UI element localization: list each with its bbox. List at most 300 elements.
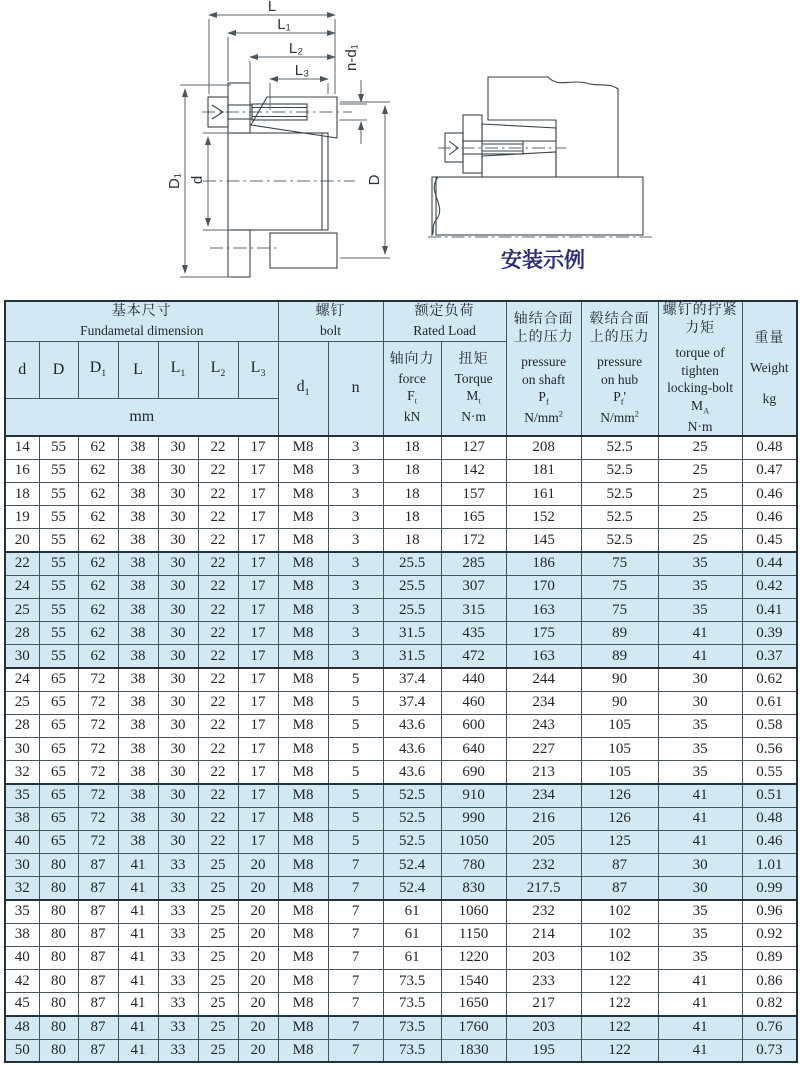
cell-D: 65 <box>39 738 78 761</box>
cell-L: 41 <box>118 900 158 923</box>
cell-kg: 0.58 <box>742 714 797 737</box>
cell-Mt: 990 <box>441 807 506 830</box>
cell-Ft: 52.5 <box>383 807 441 830</box>
cell-Mt: 1220 <box>441 946 506 969</box>
cell-Mt: 910 <box>441 784 506 807</box>
cell-D1: 87 <box>78 1016 118 1039</box>
header-rated-load: 额定负荷 Rated Load <box>383 301 506 341</box>
cell-Pf: 181 <box>506 459 581 482</box>
table-row <box>5 738 797 761</box>
cell-Ft: 18 <box>383 529 441 552</box>
cell-kg: 0.46 <box>742 830 797 853</box>
header-basic-dimension: 基本尺寸 Fundametal dimension <box>5 301 278 341</box>
cell-L2: 25 <box>198 946 238 969</box>
cell-MA: 41 <box>658 784 742 807</box>
cell-d: 50 <box>5 1039 39 1062</box>
lower-cone-section <box>270 233 337 268</box>
cell-Pf: 244 <box>506 668 581 691</box>
cell-d1: M8 <box>278 483 328 506</box>
cell-MA: 30 <box>658 877 742 900</box>
cell-Ft: 43.6 <box>383 714 441 737</box>
header-bolt: 螺钉 bolt <box>278 301 383 341</box>
cell-D1: 72 <box>78 738 118 761</box>
cell-D: 80 <box>39 993 78 1016</box>
technical-drawings <box>0 0 800 300</box>
cell-d1: M8 <box>278 738 328 761</box>
cell-kg: 0.96 <box>742 900 797 923</box>
header-tightening-torque: 螺钉的拧紧 力矩 torque of tighten locking-bolt $M_A$ N·m <box>658 301 742 436</box>
cell-d: 28 <box>5 622 39 645</box>
cell-L2: 25 <box>198 900 238 923</box>
cell-Pf: 214 <box>506 923 581 946</box>
cell-L1: 30 <box>158 575 198 598</box>
cell-D: 65 <box>39 830 78 853</box>
cell-L1: 30 <box>158 529 198 552</box>
cell-MA: 41 <box>658 1039 742 1062</box>
cell-n: 7 <box>328 1039 383 1062</box>
cell-L3: 17 <box>238 459 278 482</box>
cell-Ft: 43.6 <box>383 738 441 761</box>
cell-d: 16 <box>5 459 39 482</box>
cell-d: 38 <box>5 807 39 830</box>
col-head-n: n <box>328 341 383 436</box>
cell-L1: 30 <box>158 483 198 506</box>
cell-n: 7 <box>328 1016 383 1039</box>
cell-Ft: 52.4 <box>383 877 441 900</box>
cell-n: 7 <box>328 923 383 946</box>
cell-L2: 22 <box>198 761 238 784</box>
cell-L: 41 <box>118 877 158 900</box>
cell-L3: 20 <box>238 969 278 992</box>
cell-L2: 25 <box>198 1016 238 1039</box>
cell-L1: 30 <box>158 459 198 482</box>
cell-Pf2: 105 <box>581 761 658 784</box>
cell-kg: 0.56 <box>742 738 797 761</box>
cell-Pf: 163 <box>506 645 581 668</box>
bolt-shank <box>463 141 523 154</box>
dim-label-L2: L₂ <box>288 40 304 57</box>
bolt-head <box>445 133 463 162</box>
cell-L1: 30 <box>158 436 198 459</box>
cell-L2: 22 <box>198 714 238 737</box>
dim-label-L1: L₁ <box>277 16 291 33</box>
cell-L2: 22 <box>198 784 238 807</box>
table-row <box>5 483 797 506</box>
cell-Pf: 217.5 <box>506 877 581 900</box>
table-row <box>5 946 797 969</box>
col-head-L1: $L_1$ <box>158 341 198 398</box>
cell-d: 18 <box>5 483 39 506</box>
cell-Pf2: 52.5 <box>581 459 658 482</box>
table-row <box>5 714 797 737</box>
cell-MA: 35 <box>658 714 742 737</box>
cell-Pf: 163 <box>506 598 581 621</box>
lower-flange-section <box>228 230 250 277</box>
cell-MA: 41 <box>658 1016 742 1039</box>
cell-d1: M8 <box>278 691 328 714</box>
cell-L: 41 <box>118 1016 158 1039</box>
cell-n: 3 <box>328 622 383 645</box>
table-row <box>5 506 797 529</box>
cell-Mt: 600 <box>441 714 506 737</box>
dim-label-d: d <box>189 175 206 185</box>
cell-L3: 17 <box>238 529 278 552</box>
cell-L1: 30 <box>158 622 198 645</box>
cell-L2: 25 <box>198 969 238 992</box>
cell-Mt: 1050 <box>441 830 506 853</box>
cell-L3: 17 <box>238 645 278 668</box>
cell-L: 38 <box>118 483 158 506</box>
cell-MA: 30 <box>658 691 742 714</box>
hub-section <box>488 77 618 177</box>
cell-D: 55 <box>39 459 78 482</box>
dim-label-D: D <box>366 174 383 186</box>
cell-MA: 35 <box>658 738 742 761</box>
cell-MA: 25 <box>658 459 742 482</box>
cell-d1: M8 <box>278 830 328 853</box>
shaft <box>436 177 643 235</box>
cell-Mt: 1540 <box>441 969 506 992</box>
cell-Pf2: 125 <box>581 830 658 853</box>
cell-L2: 25 <box>198 877 238 900</box>
cell-d: 35 <box>5 900 39 923</box>
cell-L: 41 <box>118 969 158 992</box>
cell-L3: 20 <box>238 923 278 946</box>
cell-kg: 0.61 <box>742 691 797 714</box>
cell-n: 3 <box>328 598 383 621</box>
cell-d1: M8 <box>278 877 328 900</box>
table-row <box>5 830 797 853</box>
table-row <box>5 1016 797 1039</box>
cell-d1: M8 <box>278 668 328 691</box>
cell-Pf2: 87 <box>581 877 658 900</box>
inner-sleeve-bore <box>228 133 328 230</box>
cell-Mt: 1650 <box>441 993 506 1016</box>
cell-L3: 17 <box>238 784 278 807</box>
cell-Pf: 213 <box>506 761 581 784</box>
cell-Mt: 172 <box>441 529 506 552</box>
cell-n: 7 <box>328 900 383 923</box>
cell-Ft: 25.5 <box>383 552 441 575</box>
cell-d1: M8 <box>278 529 328 552</box>
cell-D: 80 <box>39 969 78 992</box>
cell-Pf2: 126 <box>581 807 658 830</box>
cell-L1: 33 <box>158 1016 198 1039</box>
cell-n: 5 <box>328 830 383 853</box>
cell-D: 80 <box>39 877 78 900</box>
cell-D: 65 <box>39 784 78 807</box>
cell-D: 55 <box>39 506 78 529</box>
cell-Mt: 472 <box>441 645 506 668</box>
cell-kg: 0.44 <box>742 552 797 575</box>
cell-kg: 0.41 <box>742 598 797 621</box>
table-row <box>5 622 797 645</box>
cell-L1: 30 <box>158 598 198 621</box>
cell-Pf: 232 <box>506 900 581 923</box>
cell-d: 40 <box>5 946 39 969</box>
cell-MA: 30 <box>658 854 742 877</box>
cell-D1: 62 <box>78 645 118 668</box>
cell-d1: M8 <box>278 459 328 482</box>
cell-Mt: 1760 <box>441 1016 506 1039</box>
cell-Mt: 127 <box>441 436 506 459</box>
cell-d: 24 <box>5 668 39 691</box>
cell-L3: 17 <box>238 483 278 506</box>
cell-L1: 30 <box>158 807 198 830</box>
cell-L3: 20 <box>238 993 278 1016</box>
cell-d: 30 <box>5 738 39 761</box>
cell-Ft: 25.5 <box>383 598 441 621</box>
cell-Pf: 152 <box>506 506 581 529</box>
col-head-d1: $d_1$ <box>278 341 328 436</box>
table-row <box>5 598 797 621</box>
cell-D1: 87 <box>78 993 118 1016</box>
cell-kg: 0.51 <box>742 784 797 807</box>
cell-D1: 72 <box>78 714 118 737</box>
dim-label-L3: L₃ <box>294 62 310 79</box>
cell-D1: 62 <box>78 622 118 645</box>
cell-d: 28 <box>5 714 39 737</box>
cell-L: 38 <box>118 738 158 761</box>
cell-Mt: 285 <box>441 552 506 575</box>
cell-n: 3 <box>328 483 383 506</box>
cell-n: 5 <box>328 761 383 784</box>
cell-kg: 0.73 <box>742 1039 797 1062</box>
cell-d1: M8 <box>278 622 328 645</box>
cell-L: 41 <box>118 923 158 946</box>
cell-L2: 25 <box>198 854 238 877</box>
cell-Ft: 31.5 <box>383 645 441 668</box>
cell-kg: 0.37 <box>742 645 797 668</box>
cell-kg: 0.76 <box>742 1016 797 1039</box>
cell-Pf: 186 <box>506 552 581 575</box>
cell-L1: 30 <box>158 784 198 807</box>
cell-L: 38 <box>118 830 158 853</box>
col-head-L3: $L_3$ <box>238 341 278 398</box>
header-unit-mm: mm <box>5 398 278 436</box>
table-row <box>5 436 797 459</box>
cell-Pf2: 122 <box>581 993 658 1016</box>
cell-L2: 25 <box>198 993 238 1016</box>
cell-Ft: 73.5 <box>383 1016 441 1039</box>
cell-n: 7 <box>328 993 383 1016</box>
cell-Mt: 440 <box>441 668 506 691</box>
cell-Pf2: 122 <box>581 1016 658 1039</box>
cell-Ft: 31.5 <box>383 622 441 645</box>
table-row <box>5 529 797 552</box>
cell-Ft: 73.5 <box>383 969 441 992</box>
cell-Pf: 203 <box>506 1016 581 1039</box>
cell-D1: 62 <box>78 506 118 529</box>
cell-d1: M8 <box>278 1016 328 1039</box>
cell-D1: 62 <box>78 483 118 506</box>
table-row <box>5 459 797 482</box>
cell-Pf2: 52.5 <box>581 529 658 552</box>
cell-L3: 17 <box>238 622 278 645</box>
cell-Pf: 203 <box>506 946 581 969</box>
cell-n: 3 <box>328 436 383 459</box>
cell-L3: 17 <box>238 738 278 761</box>
cell-L2: 22 <box>198 622 238 645</box>
cell-d: 30 <box>5 854 39 877</box>
cell-d1: M8 <box>278 506 328 529</box>
cell-d: 24 <box>5 575 39 598</box>
outer-cone-section <box>251 97 337 138</box>
lower-ring-section <box>482 152 556 177</box>
cell-Pf: 243 <box>506 714 581 737</box>
cell-Ft: 37.4 <box>383 668 441 691</box>
cell-L3: 17 <box>238 598 278 621</box>
cell-MA: 35 <box>658 923 742 946</box>
dim-label-L: L <box>267 0 277 15</box>
cell-MA: 41 <box>658 645 742 668</box>
cell-Pf2: 52.5 <box>581 483 658 506</box>
cell-L3: 17 <box>238 552 278 575</box>
cell-L1: 33 <box>158 946 198 969</box>
cell-n: 3 <box>328 506 383 529</box>
cell-D: 65 <box>39 668 78 691</box>
cell-D: 80 <box>39 1039 78 1062</box>
cell-Ft: 18 <box>383 436 441 459</box>
cell-MA: 41 <box>658 969 742 992</box>
cell-L1: 30 <box>158 645 198 668</box>
cell-MA: 41 <box>658 830 742 853</box>
cell-Ft: 61 <box>383 946 441 969</box>
cell-Mt: 142 <box>441 459 506 482</box>
cell-D1: 72 <box>78 830 118 853</box>
cell-D: 55 <box>39 552 78 575</box>
cell-kg: 0.55 <box>742 761 797 784</box>
cell-D: 65 <box>39 691 78 714</box>
cell-d1: M8 <box>278 784 328 807</box>
table-row <box>5 575 797 598</box>
cell-Ft: 52.5 <box>383 784 441 807</box>
cell-Pf2: 75 <box>581 598 658 621</box>
cell-Pf: 234 <box>506 691 581 714</box>
cell-L: 38 <box>118 784 158 807</box>
cell-Pf2: 90 <box>581 691 658 714</box>
cell-L: 38 <box>118 807 158 830</box>
cell-d1: M8 <box>278 969 328 992</box>
cell-L: 38 <box>118 506 158 529</box>
cell-L2: 22 <box>198 598 238 621</box>
cell-MA: 41 <box>658 993 742 1016</box>
cell-kg: 0.46 <box>742 506 797 529</box>
cell-kg: 0.89 <box>742 946 797 969</box>
cell-MA: 35 <box>658 552 742 575</box>
cell-Mt: 1150 <box>441 923 506 946</box>
cell-L: 41 <box>118 854 158 877</box>
cell-D1: 62 <box>78 459 118 482</box>
cell-L1: 33 <box>158 877 198 900</box>
cell-L: 38 <box>118 645 158 668</box>
cell-L: 38 <box>118 529 158 552</box>
cell-L1: 30 <box>158 830 198 853</box>
table-header <box>5 301 797 436</box>
cell-n: 5 <box>328 668 383 691</box>
cell-L1: 33 <box>158 923 198 946</box>
cell-d1: M8 <box>278 923 328 946</box>
cell-D1: 87 <box>78 946 118 969</box>
col-head-D1: $D_1$ <box>78 341 118 398</box>
cell-kg: 0.45 <box>742 529 797 552</box>
cell-D1: 87 <box>78 1039 118 1062</box>
cell-Mt: 435 <box>441 622 506 645</box>
cell-L1: 30 <box>158 714 198 737</box>
cell-Pf: 170 <box>506 575 581 598</box>
cell-L1: 33 <box>158 993 198 1016</box>
cell-d1: M8 <box>278 645 328 668</box>
cell-L: 38 <box>118 575 158 598</box>
col-head-d: d <box>5 341 39 398</box>
cell-Pf2: 87 <box>581 854 658 877</box>
cell-D1: 87 <box>78 877 118 900</box>
cell-L2: 22 <box>198 807 238 830</box>
header-weight: 重量 Weight kg <box>742 301 797 436</box>
cell-D: 80 <box>39 854 78 877</box>
cell-L3: 20 <box>238 877 278 900</box>
cell-D: 55 <box>39 645 78 668</box>
cell-Pf: 232 <box>506 854 581 877</box>
cell-d1: M8 <box>278 900 328 923</box>
cell-Pf: 145 <box>506 529 581 552</box>
cell-L3: 17 <box>238 668 278 691</box>
cell-D: 65 <box>39 761 78 784</box>
cell-Pf2: 105 <box>581 714 658 737</box>
cell-Ft: 37.4 <box>383 691 441 714</box>
cell-kg: 1.01 <box>742 854 797 877</box>
cell-Ft: 18 <box>383 483 441 506</box>
cell-L1: 30 <box>158 691 198 714</box>
cell-Ft: 52.5 <box>383 830 441 853</box>
cell-n: 5 <box>328 807 383 830</box>
cell-n: 3 <box>328 552 383 575</box>
cell-D: 65 <box>39 714 78 737</box>
cell-Pf: 195 <box>506 1039 581 1062</box>
cell-d: 48 <box>5 1016 39 1039</box>
cell-Mt: 460 <box>441 691 506 714</box>
cell-Pf2: 126 <box>581 784 658 807</box>
cell-D: 55 <box>39 529 78 552</box>
table-row <box>5 784 797 807</box>
cell-d: 42 <box>5 969 39 992</box>
section-drawing <box>40 0 460 295</box>
cell-D: 80 <box>39 900 78 923</box>
cell-Mt: 157 <box>441 483 506 506</box>
cell-kg: 0.86 <box>742 969 797 992</box>
spec-table <box>4 300 798 1063</box>
cell-L3: 17 <box>238 714 278 737</box>
cell-kg: 0.92 <box>742 923 797 946</box>
cell-L3: 17 <box>238 807 278 830</box>
header-pressure-on-hub: 毂结合面 上的压力 pressure on hub $P_f'$ $N/mm^2$ <box>581 301 658 436</box>
cell-kg: 0.42 <box>742 575 797 598</box>
cell-L1: 30 <box>158 668 198 691</box>
cell-Pf: 217 <box>506 993 581 1016</box>
cell-L1: 33 <box>158 854 198 877</box>
cell-D: 65 <box>39 807 78 830</box>
cell-Pf2: 102 <box>581 923 658 946</box>
table-row <box>5 969 797 992</box>
cell-L1: 33 <box>158 969 198 992</box>
cell-D1: 72 <box>78 784 118 807</box>
cell-kg: 0.48 <box>742 807 797 830</box>
cell-n: 7 <box>328 854 383 877</box>
cell-d: 14 <box>5 436 39 459</box>
cell-kg: 0.46 <box>742 483 797 506</box>
cell-L1: 30 <box>158 761 198 784</box>
cell-D: 80 <box>39 946 78 969</box>
